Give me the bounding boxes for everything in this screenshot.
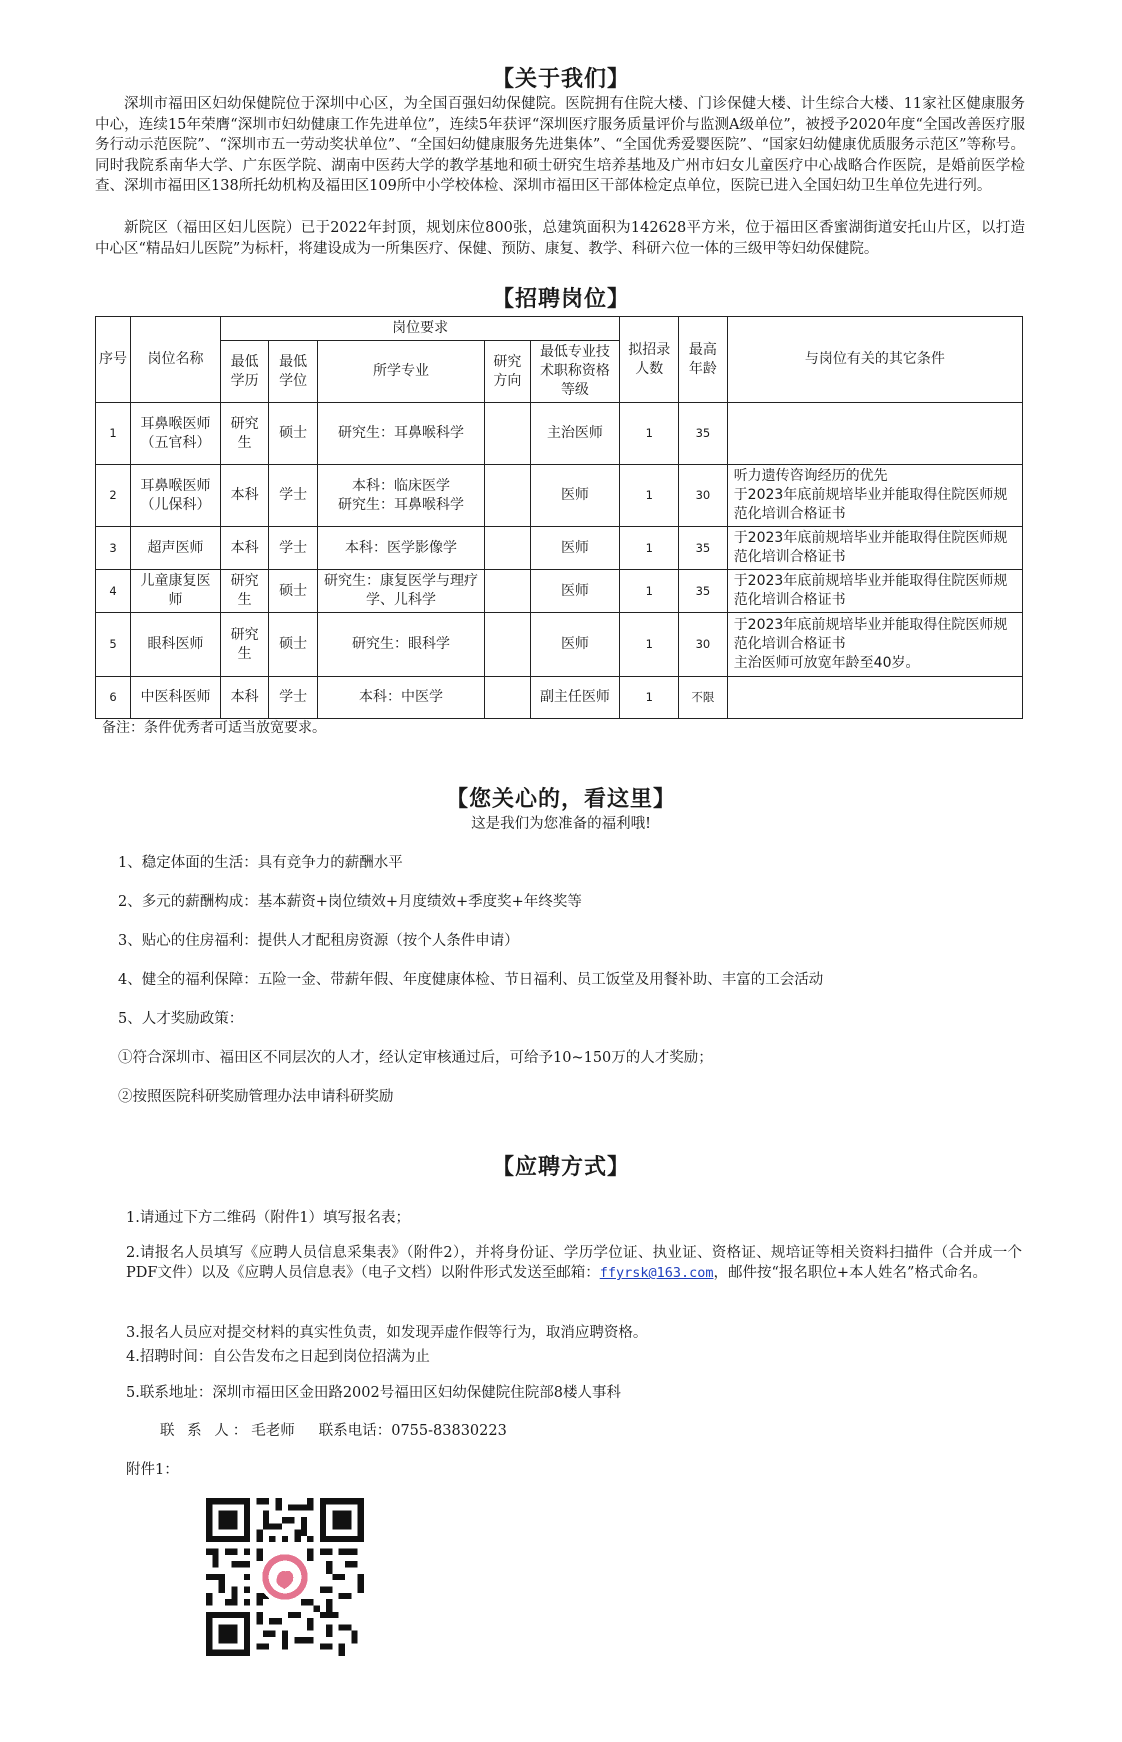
cell-name: 耳鼻喉医师（儿保科） bbox=[131, 465, 221, 527]
cell-name: 中医科医师 bbox=[131, 677, 221, 719]
cell-research bbox=[485, 465, 530, 527]
header-other: 与岗位有关的其它条件 bbox=[727, 317, 1022, 403]
about-paragraph-1: 深圳市福田区妇幼保健院位于深圳中心区，为全国百强妇幼保健院。医院拥有住院大楼、门诊保健大楼、计生综合大楼、11家社区健康服务中心，连续15年荣膺“深圳市妇幼健康工作先进单位”，连续5年获评“深圳医疗服务质量评价与监测A级单位”，被授予2020年度“全国改善医疗服务行动示范医院”、“深圳市五一劳动奖状单位”、“全国妇幼健康服务先进集体”、“全国优秀爱婴医院”、“国家妇幼健康优质服务示范区”等称号。同时我院系南华大学、广东医学院、湖南中医药大学的教学基地和硕士研究生培养基地及广州市妇女儿童医疗中心战略合作医院，是婚前医学检查、深圳市福田区138所托幼机构及福田区109所中小学校体检、深圳市福田区干部体检定点单位，医院已进入全国妇幼卫生单位先进行列。 bbox=[95, 96, 1025, 194]
qr-code-image[interactable] bbox=[206, 1498, 364, 1656]
table-row bbox=[96, 677, 1023, 719]
cell-degree: 硕士 bbox=[269, 613, 318, 677]
cell-edu: 本科 bbox=[220, 465, 269, 527]
apply-step-4: 4.招聘时间：自公告发布之日起到岗位招满为止 bbox=[126, 1349, 430, 1365]
apply-step-2-tail: ，邮件按“报名职位+本人姓名”格式命名。 bbox=[713, 1265, 987, 1281]
benefit-item: 3、贴心的住房福利：提供人才配租房资源（按个人条件申请） bbox=[118, 933, 519, 949]
contact-person-label: 联 系 人： bbox=[160, 1423, 252, 1439]
cell-major: 本科：临床医学 研究生：耳鼻喉科学 bbox=[317, 465, 484, 527]
benefit-item: ②按照医院科研奖励管理办法申请科研奖励 bbox=[118, 1089, 394, 1105]
cell-other: 于2023年底前规培毕业并能取得住院医师规范化培训合格证书 bbox=[727, 527, 1022, 570]
apply-step-5: 5.联系地址：深圳市福田区金田路2002号福田区妇幼保健院住院部8楼人事科 bbox=[126, 1385, 621, 1401]
cell-degree: 硕士 bbox=[269, 403, 318, 465]
positions-heading: 【招聘岗位】 bbox=[491, 287, 630, 312]
email-link[interactable]: ffyrsk@163.com bbox=[599, 1265, 714, 1281]
cell-count: 1 bbox=[620, 465, 679, 527]
cell-other: 于2023年底前规培毕业并能取得住院医师规范化培训合格证书 bbox=[727, 570, 1022, 613]
cell-title: 副主任医师 bbox=[530, 677, 620, 719]
header-name: 岗位名称 bbox=[131, 317, 221, 403]
cell-major: 研究生：康复医学与理疗学、儿科学 bbox=[317, 570, 484, 613]
cell-major: 本科：中医学 bbox=[317, 677, 484, 719]
cell-title: 主治医师 bbox=[530, 403, 620, 465]
cell-age: 35 bbox=[679, 403, 728, 465]
cell-no: 3 bbox=[96, 527, 131, 570]
cell-degree: 学士 bbox=[269, 527, 318, 570]
benefit-item: 5、人才奖励政策： bbox=[118, 1011, 244, 1027]
table-row bbox=[96, 613, 1023, 677]
cell-name: 眼科医师 bbox=[131, 613, 221, 677]
about-paragraph-2: 新院区（福田区妇儿医院）已于2022年封顶，规划床位800张，总建筑面积为142628平方米，位于福田区香蜜湖街道安托山片区，以打造中心区“精品妇儿医院”为标杆，将建设成为一所集医疗、保健、预防、康复、教学、科研六位一体的三级甲等妇幼保健院。 bbox=[95, 220, 1025, 257]
cell-major: 研究生：眼科学 bbox=[317, 613, 484, 677]
cell-degree: 学士 bbox=[269, 465, 318, 527]
about-heading: 【关于我们】 bbox=[491, 67, 630, 92]
header-degree: 最低学位 bbox=[269, 341, 318, 403]
header-age: 最高年龄 bbox=[679, 317, 728, 403]
cell-name: 儿童康复医师 bbox=[131, 570, 221, 613]
header-count: 拟招录人数 bbox=[620, 317, 679, 403]
cell-count: 1 bbox=[620, 527, 679, 570]
header-no: 序号 bbox=[96, 317, 131, 403]
apply-step-2 bbox=[126, 1243, 1022, 1283]
apply-step-1: 1.请通过下方二维码（附件1）填写报名表； bbox=[126, 1210, 411, 1226]
cell-no: 2 bbox=[96, 465, 131, 527]
contact-phone-label: 联系电话： bbox=[318, 1423, 392, 1439]
cell-title: 医师 bbox=[530, 613, 620, 677]
table-note: 备注：条件优秀者可适当放宽要求。 bbox=[102, 720, 326, 736]
cell-degree: 硕士 bbox=[269, 570, 318, 613]
apply-step-3: 3.报名人员应对提交材料的真实性负责，如发现弄虚作假等行为，取消应聘资格。 bbox=[126, 1325, 648, 1341]
cell-age: 35 bbox=[679, 527, 728, 570]
cell-other: 听力遗传咨询经历的优先 于2023年底前规培毕业并能取得住院医师规范化培训合格证书 bbox=[727, 465, 1022, 527]
cell-research bbox=[485, 613, 530, 677]
cell-edu: 研究生 bbox=[220, 570, 269, 613]
contact-person-name: 毛老师 bbox=[251, 1423, 295, 1439]
cell-age: 30 bbox=[679, 613, 728, 677]
cell-other: 于2023年底前规培毕业并能取得住院医师规范化培训合格证书 主治医师可放宽年龄至40岁。 bbox=[727, 613, 1022, 677]
table-row bbox=[96, 403, 1023, 465]
cell-name: 耳鼻喉医师（五官科） bbox=[131, 403, 221, 465]
cell-count: 1 bbox=[620, 613, 679, 677]
contact-line bbox=[160, 1419, 507, 1440]
contact-phone: 0755-83830223 bbox=[391, 1423, 507, 1439]
cell-title: 医师 bbox=[530, 570, 620, 613]
cell-count: 1 bbox=[620, 570, 679, 613]
cell-other bbox=[727, 677, 1022, 719]
header-major: 所学专业 bbox=[317, 341, 484, 403]
table-row bbox=[96, 527, 1023, 570]
cell-count: 1 bbox=[620, 403, 679, 465]
cell-degree: 学士 bbox=[269, 677, 318, 719]
benefit-item: 2、多元的薪酬构成：基本薪资+岗位绩效+月度绩效+季度奖+年终奖等 bbox=[118, 894, 582, 910]
benefit-item: ①符合深圳市、福田区不同层次的人才，经认定审核通过后，可给予10~150万的人才奖励； bbox=[118, 1050, 713, 1066]
header-edu: 最低学历 bbox=[220, 341, 269, 403]
cell-age: 35 bbox=[679, 570, 728, 613]
cell-no: 6 bbox=[96, 677, 131, 719]
cell-major: 研究生：耳鼻喉科学 bbox=[317, 403, 484, 465]
cell-name: 超声医师 bbox=[131, 527, 221, 570]
cell-research bbox=[485, 677, 530, 719]
cell-age: 30 bbox=[679, 465, 728, 527]
cell-research bbox=[485, 570, 530, 613]
cell-count: 1 bbox=[620, 677, 679, 719]
cell-age: 不限 bbox=[679, 677, 728, 719]
header-title: 最低专业技术职称资格等级 bbox=[530, 341, 620, 403]
attachment-label: 附件1： bbox=[126, 1462, 179, 1478]
cell-edu: 研究生 bbox=[220, 403, 269, 465]
table-row bbox=[96, 570, 1023, 613]
table-header-row bbox=[96, 317, 1023, 341]
header-requirements: 岗位要求 bbox=[220, 317, 619, 341]
cell-title: 医师 bbox=[530, 527, 620, 570]
cell-major: 本科：医学影像学 bbox=[317, 527, 484, 570]
apply-heading: 【应聘方式】 bbox=[491, 1155, 630, 1180]
cell-edu: 本科 bbox=[220, 527, 269, 570]
benefits-heading: 【您关心的，看这里】 bbox=[445, 787, 676, 812]
cell-title: 医师 bbox=[530, 465, 620, 527]
cell-edu: 本科 bbox=[220, 677, 269, 719]
positions-table bbox=[95, 316, 1023, 719]
benefit-item: 4、健全的福利保障：五险一金、带薪年假、年度健康体检、节日福利、员工饭堂及用餐补助、丰富的工会活动 bbox=[118, 972, 824, 988]
cell-research bbox=[485, 403, 530, 465]
cell-no: 1 bbox=[96, 403, 131, 465]
cell-no: 5 bbox=[96, 613, 131, 677]
cell-edu: 研究生 bbox=[220, 613, 269, 677]
cell-research bbox=[485, 527, 530, 570]
benefits-subtitle: 这是我们为您准备的福利哦! bbox=[471, 816, 651, 832]
cell-no: 4 bbox=[96, 570, 131, 613]
table-row bbox=[96, 465, 1023, 527]
apply-step-2-text: 2.请报名人员填写《应聘人员信息采集表》（附件2），并将身份证、学历学位证、执业证、资格证、规培证等相关资料扫描件（合并成一个PDF文件）以及《应聘人员信息表》（电子文档）以附件形式发送至邮箱： bbox=[126, 1245, 1022, 1281]
benefit-item: 1、稳定体面的生活：具有竞争力的薪酬水平 bbox=[118, 855, 403, 871]
header-research: 研究方向 bbox=[485, 341, 530, 403]
cell-other bbox=[727, 403, 1022, 465]
